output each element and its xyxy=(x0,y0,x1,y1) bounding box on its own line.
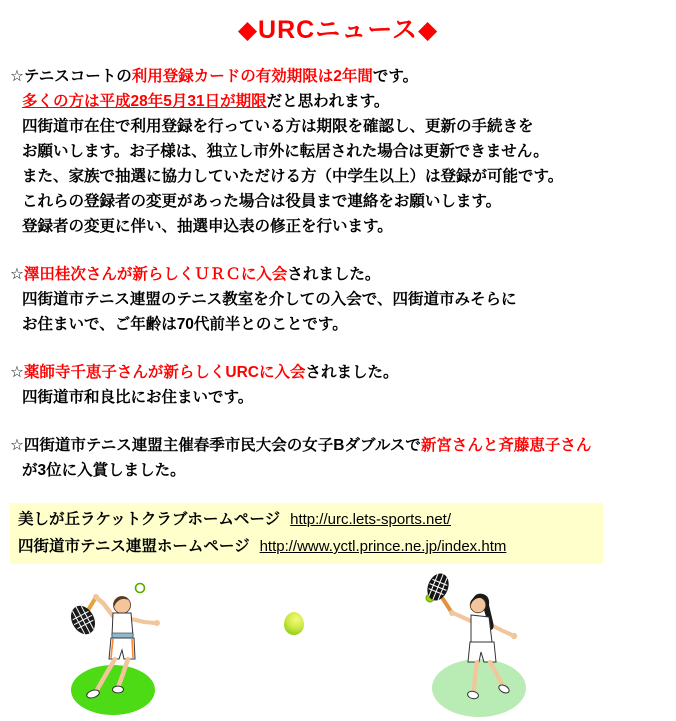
tennis-ball-illustration xyxy=(284,612,304,635)
section-tournament-result xyxy=(10,433,676,483)
text-segment-red: 薬師寺千恵子さんが新らしくURCに入会 xyxy=(23,364,306,381)
link-label: 美しが丘ラケットクラブホームページ xyxy=(18,511,281,528)
text-segment-red: 澤田桂次さんが新らしくＵＲＣに入会 xyxy=(23,266,288,283)
text-segment: 四街道市和良比にお住まいです。 xyxy=(22,389,254,406)
page-title: ◆URCニュース◆ xyxy=(237,16,439,44)
text-segment: ☆四街道市テニス連盟主催春季市民大会の女子Bダブルスで xyxy=(10,437,421,454)
text-line xyxy=(10,458,676,483)
text-segment-red: 新宮さんと斉藤恵子さん xyxy=(420,437,592,454)
text-line xyxy=(10,64,676,89)
homepage-links-box xyxy=(10,503,603,564)
news-content xyxy=(10,64,676,483)
text-line xyxy=(10,139,676,164)
urc-homepage-link[interactable]: http://urc.lets-sports.net/ xyxy=(290,511,452,528)
text-segment: お願いします。お子様は、独立し市外に転居された場合は更新できません。 xyxy=(22,143,549,160)
link-row xyxy=(18,506,603,533)
text-line xyxy=(10,164,676,189)
section-new-member-sawada xyxy=(10,262,676,337)
text-segment: ☆テニスコートの xyxy=(10,68,132,85)
male-tennis-player-illustration xyxy=(60,573,180,721)
link-label: 四街道市テニス連盟ホームページ xyxy=(18,538,250,555)
link-row xyxy=(18,533,603,560)
yctl-homepage-link[interactable]: http://www.yctl.prince.ne.jp/index.htm xyxy=(259,538,507,555)
tennis-clipart-strip xyxy=(0,568,676,721)
text-segment: 登録者の変更に伴い、抽選申込表の修正を行います。 xyxy=(22,218,393,235)
text-line xyxy=(10,114,676,139)
text-line xyxy=(10,433,676,458)
text-segment: です。 xyxy=(372,68,419,85)
section-new-member-yakushiji xyxy=(10,360,676,410)
text-segment: お住まいで、ご年齢は70代前半とのことです。 xyxy=(22,316,348,333)
text-segment: 四街道市テニス連盟のテニス教室を介しての入会で、四街道市みそらに xyxy=(22,291,517,308)
text-line xyxy=(10,385,676,410)
text-segment-red: 利用登録カードの有効期限は2年間 xyxy=(131,68,373,85)
star-bullet: ☆ xyxy=(10,266,24,283)
text-segment: 四街道市在住で利用登録を行っている方は期限を確認し、更新の手続きを xyxy=(22,118,534,135)
female-tennis-player-illustration xyxy=(415,570,540,721)
text-segment: されました。 xyxy=(305,364,399,381)
text-segment: されました。 xyxy=(287,266,381,283)
text-line xyxy=(10,89,676,114)
section-registration xyxy=(10,64,676,239)
text-segment-red-underlined: 多くの方は平成28年5月31日が期限 xyxy=(22,93,267,110)
star-bullet: ☆ xyxy=(10,364,24,381)
text-segment: また、家族で抽選に協力していただける方（中学生以上）は登録が可能です。 xyxy=(22,168,564,185)
text-line xyxy=(10,189,676,214)
text-segment: が3位に入賞しました。 xyxy=(22,462,186,479)
text-line xyxy=(10,262,676,287)
text-segment: だと思われます。 xyxy=(266,93,390,110)
text-line xyxy=(10,214,676,239)
text-line xyxy=(10,287,676,312)
text-segment: これらの登録者の変更があった場合は役員まで連絡をお願いします。 xyxy=(22,193,502,210)
text-line xyxy=(10,312,676,337)
text-line xyxy=(10,360,676,385)
